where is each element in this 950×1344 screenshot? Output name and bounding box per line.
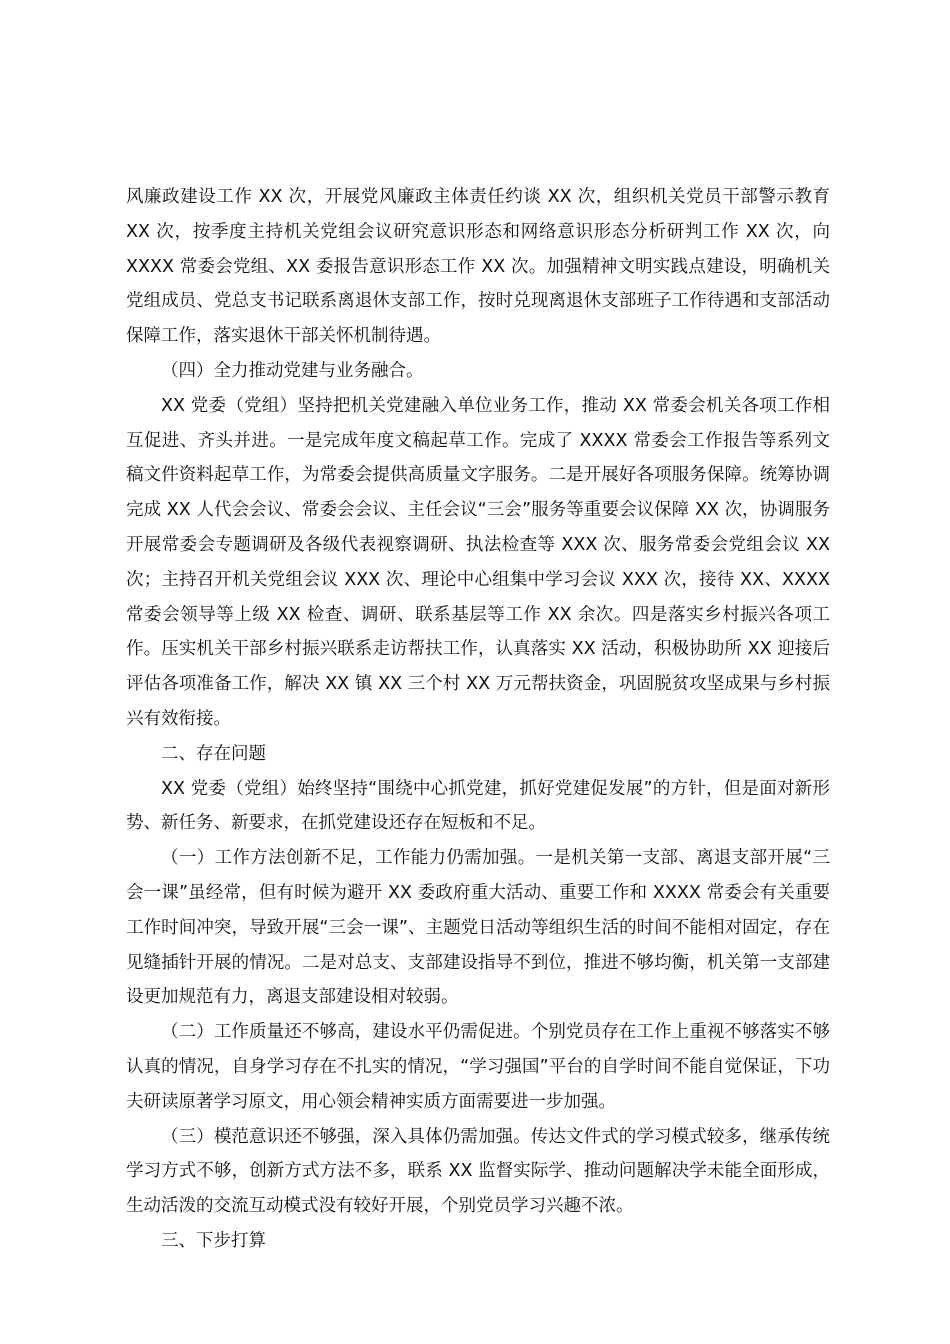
paragraph-problem-2: （二）工作质量还不够高，建设水平仍需促进。个别党员存在工作上重视不够落实不够认真的情况，自身学习存在不扎实的情况，“学习强国”平台的自学时间不能自觉保证，下功夫研读原著学习原文，用心领会精神实质方面需要进一步加强。 — [126, 1022, 830, 1112]
section-heading-next: 三、下步打算 — [161, 1230, 266, 1251]
paragraph-problems-intro: XX 党委（党组）始终坚持“围绕中心抓党建，抓好党建促发展”的方针，但是面对新形势、新任务、新要求，在抓党建设还存在短板和不足。 — [126, 778, 830, 834]
document-body — [126, 180, 830, 1259]
section-heading-4: （四）全力推动党建与业务融合。 — [161, 360, 424, 381]
paragraph-problem-3: （三）模范意识还不够强，深入具体仍需加强。传达文件式的学习模式较多，继承传统学习方式不够，创新方式方法不多，联系 XX 监督实际学、推动问题解决学未能全面形成，生动活泼的交流互动模式没有较好开展，个别党员学习兴趣不浓。 — [126, 1126, 830, 1217]
section-heading-problems: 二、存在问题 — [161, 743, 266, 764]
paragraph-continuation: 风廉政建设工作 XX 次，开展党风廉政主体责任约谈 XX 次，组织机关党员干部警示教育 XX 次，按季度主持机关党组会议研究意识形态和网络意识形态分析研判工作 XX 次，向 XXXX 常委会党组、XX 委报告意识形态工作 XX 次。加强精神文明实践点建设，明确机关党组成员、党总支书记联系离退休支部工作，按时兑现离退休支部班子工作待遇和支部活动保障工作，落实退休干部关怀机制待遇。 — [126, 187, 830, 347]
paragraph-problem-1: （一）工作方法创新不足，工作能力仍需加强。一是机关第一支部、离退支部开展“三会一课”虽经常，但有时候为避开 XX 委政府重大活动、重要工作和 XXXX 常委会有关重要工作时间冲突，导致开展“三会一课”、主题党日活动等组织生活的时间不能相对固定，存在见缝插针开展的情况。二是对总支、支部建设指导不到位，推进不够均衡，机关第一支部建设更加规范有力，离退支部建设相对较弱。 — [126, 848, 830, 1008]
paragraph-integration: XX 党委（党组）坚持把机关党建融入单位业务工作，推动 XX 常委会机关各项工作相互促进、齐头并进。一是完成年度文稿起草工作。完成了 XXXX 常委会工作报告等系列文稿文件资料起草工作，为常委会提供高质量文字服务。二是开展好各项服务保障。统筹协调完成 XX 人代会会议、常委会会议、主任会议“三会”服务等重要会议保障 XX 次，协调服务开展常委会专题调研及各级代表视察调研、执法检查等 XXX 次、服务常委会党组会议 XX 次；主持召开机关党组会议 XXX 次、理论中心组集中学习会议 XXX 次，接待 XX、XXXX 常委会领导等上级 XX 检查、调研、联系基层等工作 XX 余次。四是落实乡村振兴各项工作。压实机关干部乡村振兴联系走访帮扶工作，认真落实 XX 活动，积极协助所 XX 迎接后评估各项准备工作，解决 XX 镇 XX 三个村 XX 万元帮扶资金，巩固脱贫攻坚成果与乡村振兴有效衔接。 — [126, 395, 830, 729]
